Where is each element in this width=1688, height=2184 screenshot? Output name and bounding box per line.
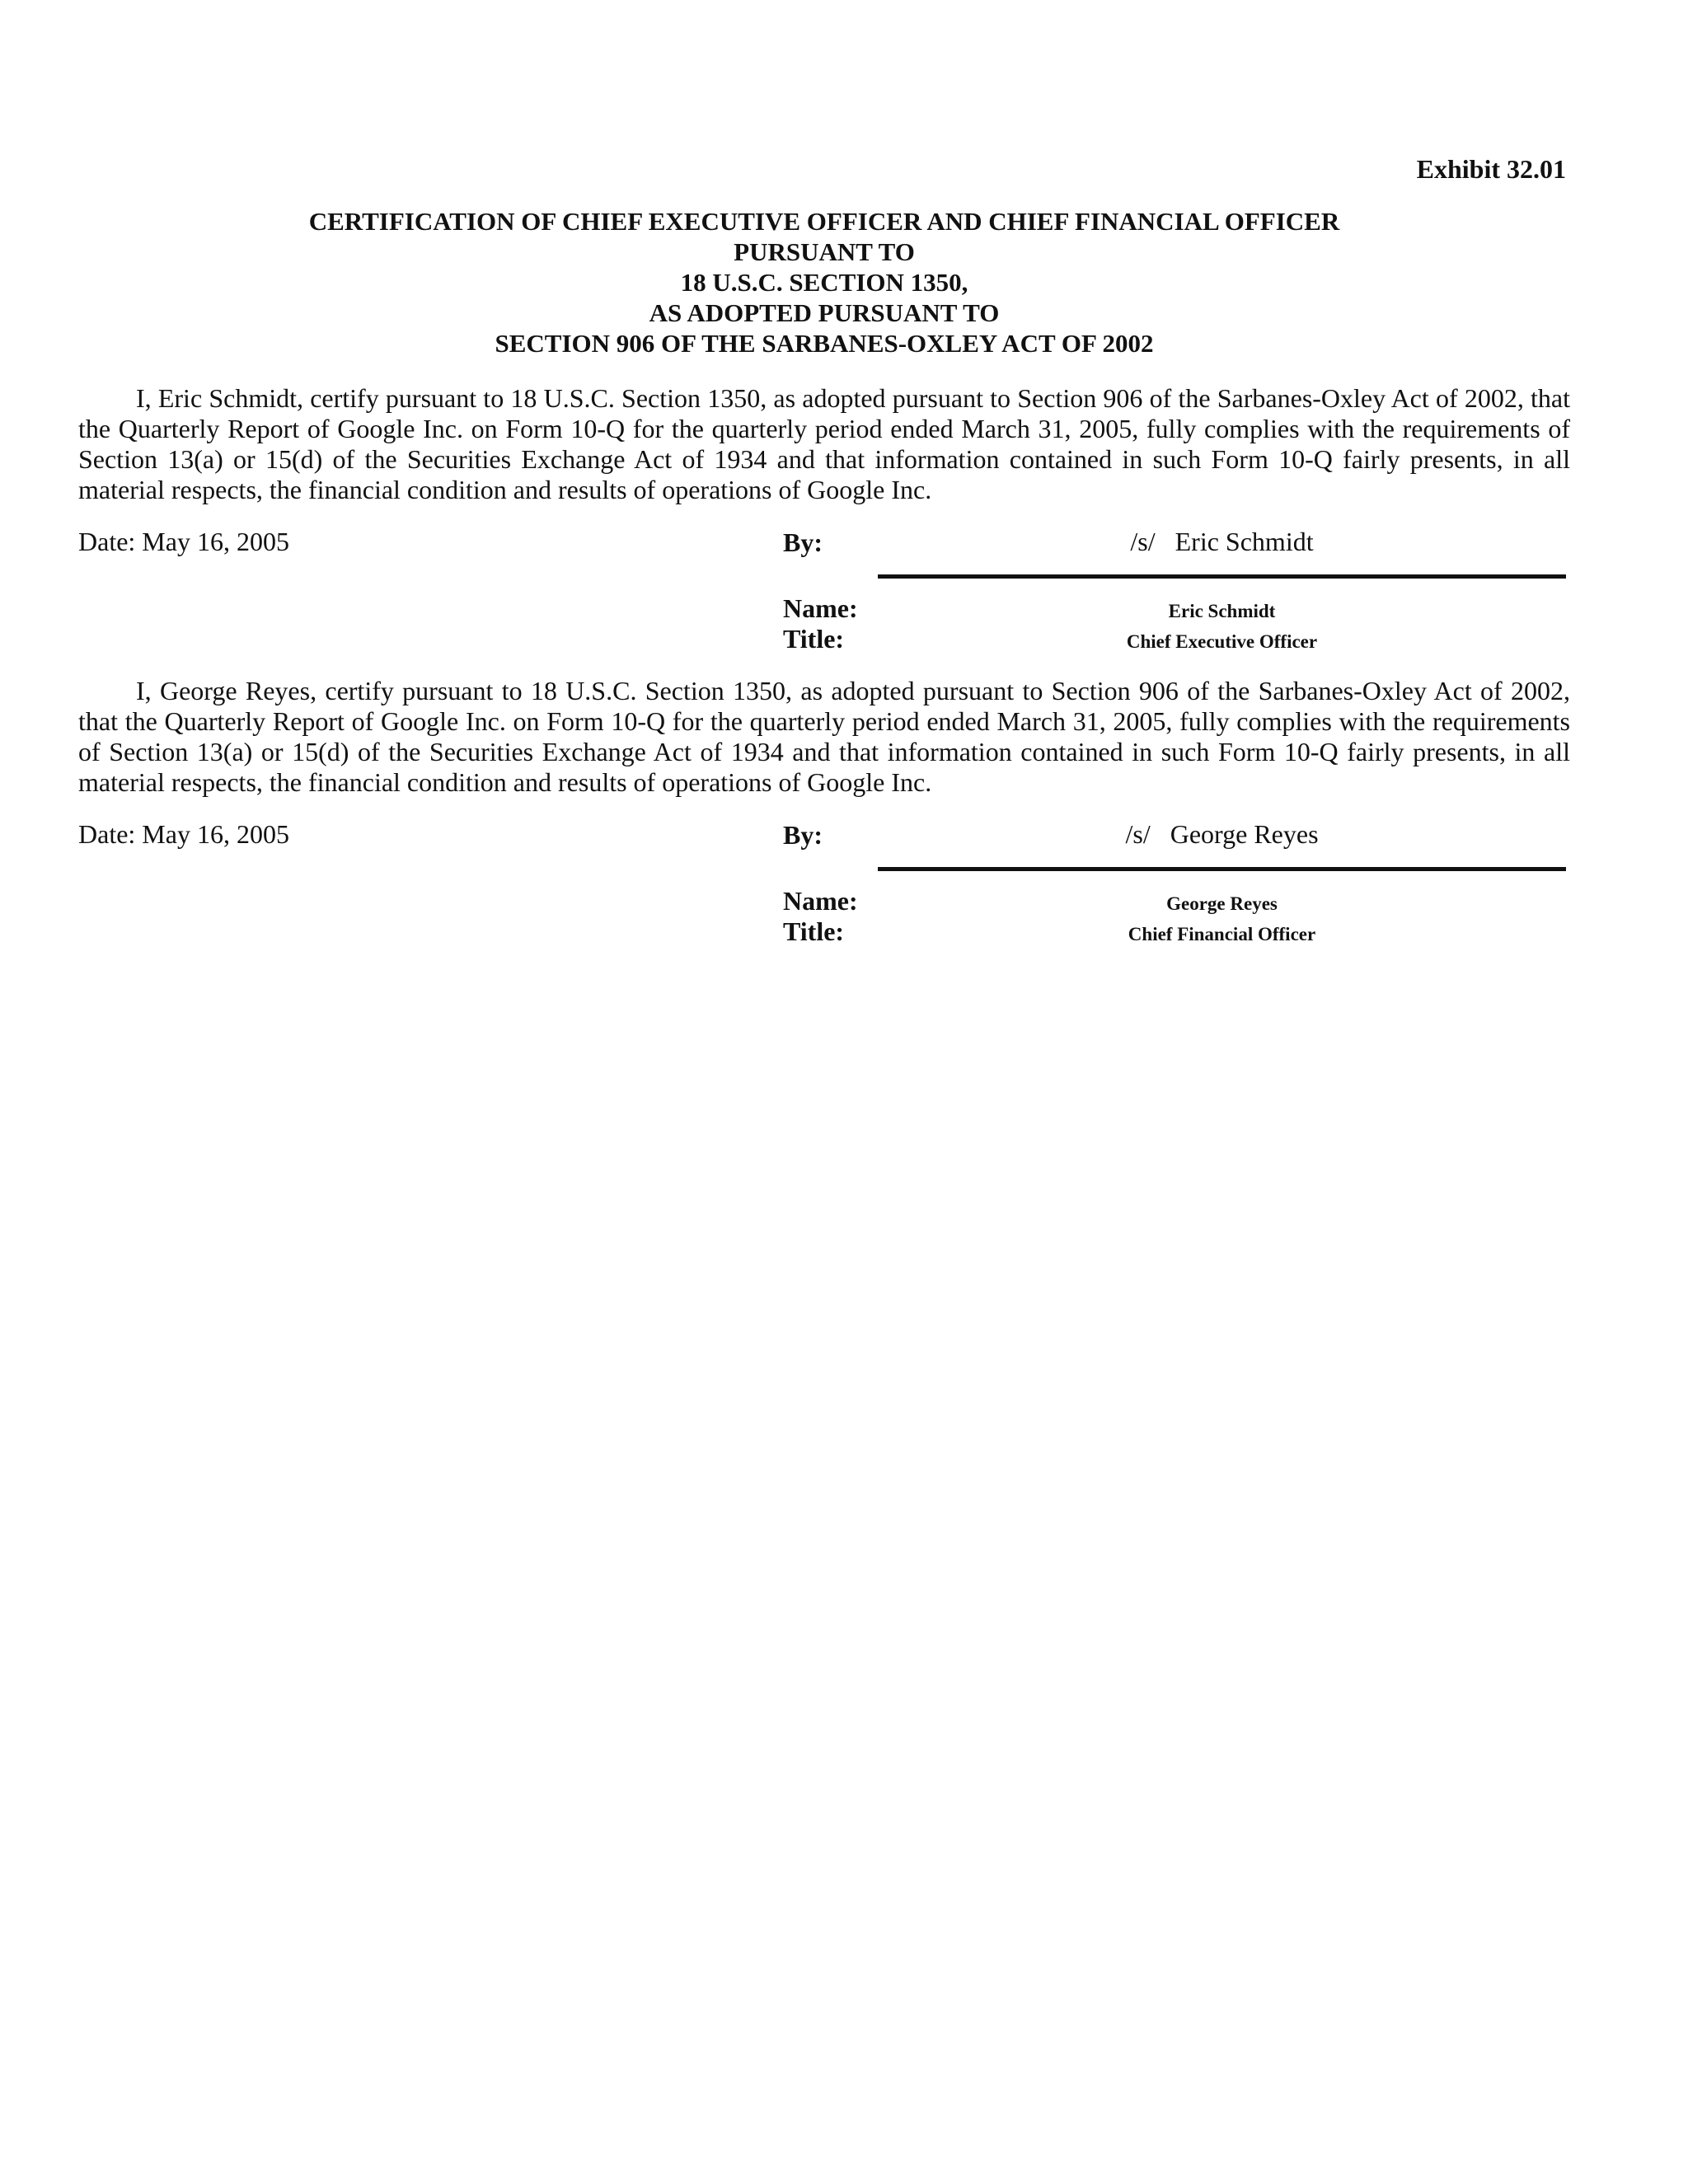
cfo-signature (878, 818, 1566, 850)
ceo-name: Eric Schmidt (1168, 601, 1276, 621)
ceo-signature (878, 526, 1566, 557)
ceo-certification-date: Date: May 16, 2005 (78, 527, 289, 556)
ceo-signature-text: Eric Schmidt (1175, 527, 1314, 556)
cfo-signature-prefix: /s/ (1125, 819, 1151, 849)
cfo-signature-line (878, 867, 1566, 871)
title-line: PURSUANT TO (734, 237, 915, 266)
cfo-by-label: By: (783, 820, 823, 850)
ceo-title-label: Title: (783, 624, 845, 654)
title-line: 18 U.S.C. SECTION 1350, (680, 268, 968, 297)
document-title (148, 206, 1500, 359)
cfo-certification-date: Date: May 16, 2005 (78, 819, 289, 849)
ceo-by-label: By: (783, 527, 823, 557)
exhibit-label: Exhibit 32.01 (1416, 154, 1566, 184)
title-line: CERTIFICATION OF CHIEF EXECUTIVE OFFICER AND CHIEF FINANCIAL OFFICER (308, 207, 1340, 236)
cfo-certification-paragraph: I, George Reyes, certify pursuant to 18 U.S.C. Section 1350, as adopted pursuant to Section 906 of the Sarbanes-Oxley Act of 2002, that the Quarterly Report of Google Inc. on Form 10-Q for the quarterly period ended March 31, 2005, fully complies with the requirements of Section 13(a) or 15(d) of the Securities Exchange Act of 1934 and that information contained in such Form 10-Q fairly presents, in all material respects, the financial condition and results of operations of Google Inc. (78, 676, 1570, 797)
cfo-name: George Reyes (1166, 893, 1278, 914)
ceo-certification-paragraph: I, Eric Schmidt, certify pursuant to 18 U.S.C. Section 1350, as adopted pursuant to Section 906 of the Sarbanes-Oxley Act of 2002, that the Quarterly Report of Google Inc. on Form 10-Q for the quarterly period ended March 31, 2005, fully complies with the requirements of Section 13(a) or 15(d) of the Securities Exchange Act of 1934 and that information contained in such Form 10-Q fairly presents, in all material respects, the financial condition and results of operations of Google Inc. (78, 383, 1570, 504)
ceo-signature-prefix: /s/ (1130, 527, 1156, 556)
ceo-signature-line (878, 574, 1566, 579)
cfo-title-label: Title: (783, 916, 845, 946)
cfo-signature-text: George Reyes (1170, 819, 1319, 849)
title-line: SECTION 906 OF THE SARBANES-OXLEY ACT OF 2002 (495, 329, 1154, 358)
cfo-name-label: Name: (783, 886, 858, 916)
ceo-name-label: Name: (783, 593, 858, 623)
cfo-title: Chief Financial Officer (1128, 924, 1316, 944)
ceo-title: Chief Executive Officer (1126, 631, 1318, 652)
title-line: AS ADOPTED PURSUANT TO (649, 298, 1000, 327)
